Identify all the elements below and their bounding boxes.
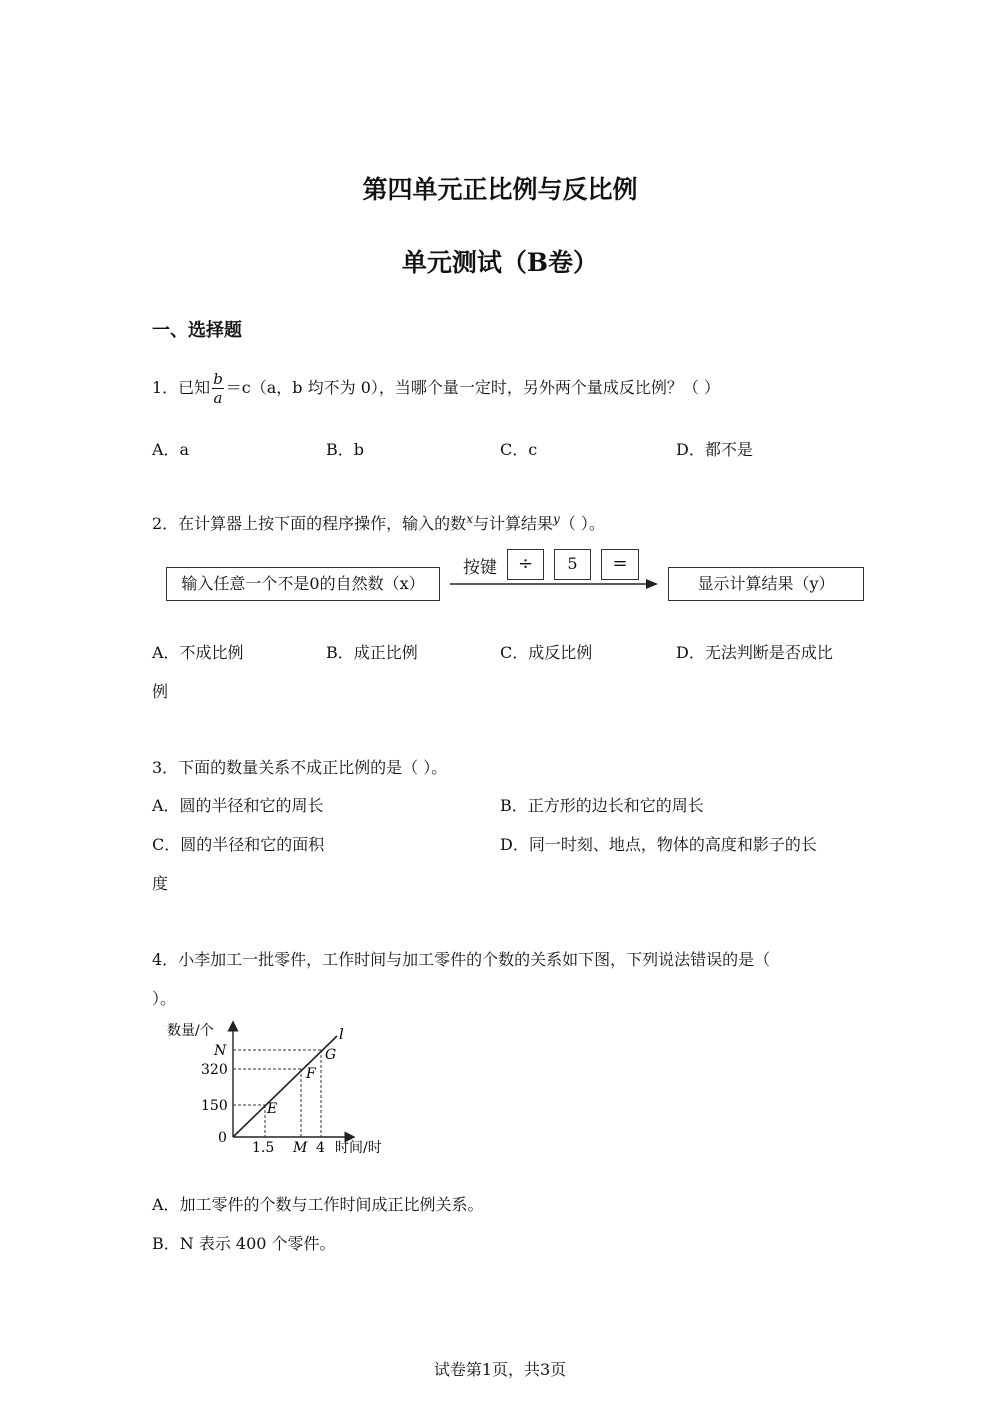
question-2-text-1: 2．在计算器上按下面的程序操作，输入的数	[152, 514, 467, 533]
x-tick-4: 4	[316, 1140, 325, 1156]
x-axis-label: 时间/时	[335, 1140, 382, 1156]
fraction-b-over-a	[212, 370, 224, 407]
x-tick-1-5: 1.5	[252, 1140, 275, 1156]
point-f: F	[306, 1066, 316, 1082]
page-footer: 试卷第1页，共3页	[433, 1360, 567, 1379]
q3-option-d: D．同一时刻、地点，物体的高度和影子的长	[500, 835, 817, 854]
y-tick-n: N	[214, 1043, 227, 1059]
q4-option-b: B．N 表示 400 个零件。	[152, 1234, 336, 1253]
q3-option-d-wrap: 度	[152, 874, 169, 893]
input-box: 输入任意一个不是0的自然数（x）	[166, 567, 440, 601]
question-2-text-2: 与计算结果	[472, 514, 553, 533]
variable-x: x	[466, 512, 473, 526]
q2-option-d: D．无法判断是否成比	[676, 643, 833, 662]
work-graph	[160, 1018, 410, 1163]
q1-option-d: D．都不是	[676, 440, 753, 459]
question-2-text-3: （ ）。	[559, 514, 605, 533]
q2-option-a: A．不成比例	[152, 643, 244, 662]
y-axis-label: 数量/个	[167, 1023, 214, 1039]
q2-option-b: B．成正比例	[326, 643, 418, 662]
y-tick-0: 0	[218, 1130, 227, 1146]
q3-option-a: A．圆的半径和它的周长	[152, 796, 324, 815]
point-e: E	[267, 1101, 278, 1117]
variable-y: y	[552, 512, 560, 526]
q3-option-c: C．圆的半径和它的面积	[152, 835, 325, 854]
q4-option-a: A．加工零件的个数与工作时间成正比例关系。	[152, 1195, 484, 1214]
equals-key: =	[601, 549, 639, 580]
question-1-suffix: ＝c（a，b 均不为 0），当哪个量一定时，另外两个量成反比例？（ ）	[225, 378, 720, 397]
section-heading: 一、选择题	[152, 320, 242, 341]
question-1-prefix: 1．已知	[152, 378, 211, 397]
line-l-label: l	[339, 1025, 344, 1043]
keys-label: 按键	[463, 558, 497, 578]
point-g: G	[325, 1047, 337, 1063]
five-key: 5	[554, 549, 591, 580]
question-4-line-2: ）。	[152, 989, 177, 1008]
q1-option-b: B．b	[326, 440, 365, 459]
question-2	[152, 511, 605, 534]
q1-option-c: C．c	[500, 440, 538, 459]
output-box: 显示计算结果（y）	[668, 567, 864, 601]
divide-key: ÷	[507, 549, 544, 580]
q2-option-c: C．成反比例	[500, 643, 593, 662]
page-title: 第四单元正比例与反比例	[362, 175, 638, 204]
x-tick-m: M	[293, 1140, 308, 1156]
question-3: 3．下面的数量关系不成正比例的是（ ）。	[152, 758, 448, 777]
fraction-numerator: b	[213, 370, 223, 388]
fraction-denominator: a	[213, 389, 223, 407]
page-subtitle: 单元测试（B卷）	[401, 248, 599, 277]
question-1	[152, 370, 720, 407]
y-tick-150: 150	[201, 1098, 228, 1114]
flow-arrow	[448, 576, 662, 592]
y-tick-320: 320	[201, 1062, 228, 1078]
q3-option-b: B．正方形的边长和它的周长	[500, 796, 704, 815]
q1-option-a: A．a	[152, 440, 190, 459]
question-4-line-1: 4．小李加工一批零件，工作时间与加工零件的个数的关系如下图，下列说法错误的是（	[152, 950, 771, 969]
q2-option-d-wrap: 例	[152, 682, 169, 701]
